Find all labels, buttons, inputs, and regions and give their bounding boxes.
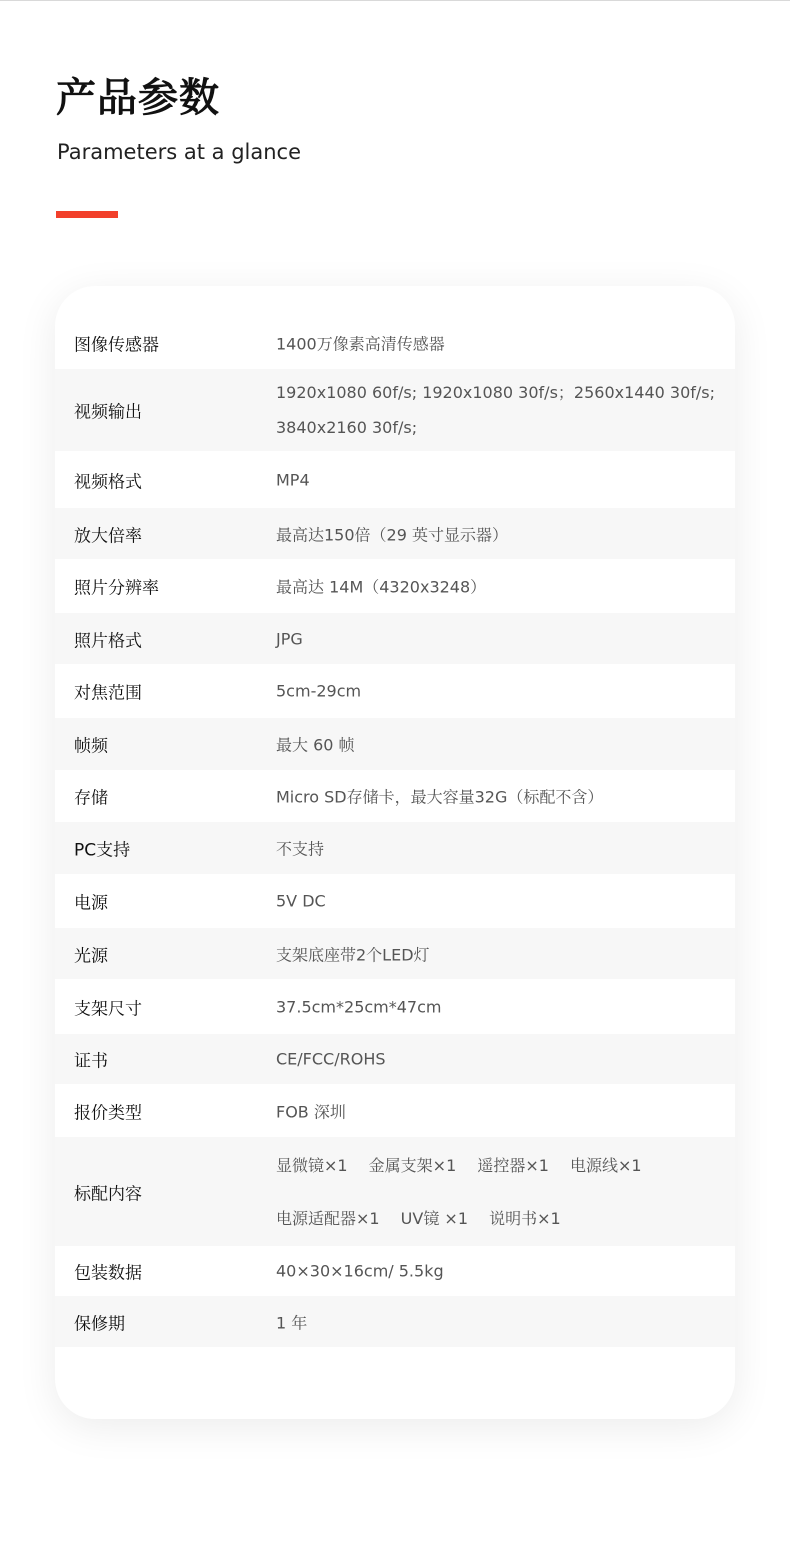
spec-value: 40×30×16cm/ 5.5kg [276, 1261, 444, 1281]
spec-value: CE/FCC/ROHS [276, 1049, 386, 1069]
spec-value-line: 1920x1080 60f/s; 1920x1080 30f/s；2560x1440 30f/s; [276, 383, 716, 402]
spec-value: MP4 [276, 470, 310, 489]
spec-row [55, 1296, 735, 1347]
spec-row [55, 508, 735, 559]
spec-row [55, 1137, 735, 1246]
spec-value: 1 年 [276, 1313, 308, 1332]
spec-row [55, 928, 735, 979]
spec-row [55, 559, 735, 613]
spec-row [55, 316, 735, 369]
spec-label: 帧频 [74, 736, 108, 757]
spec-value-line: 3840x2160 30f/s; [276, 418, 418, 437]
spec-label: 存储 [74, 788, 108, 809]
page-subtitle: Parameters at a glance [57, 140, 302, 164]
spec-label: 图像传感器 [74, 335, 159, 355]
spec-value-line: 显微镜×1 金属支架×1 遥控器×1 电源线×1 [276, 1155, 642, 1175]
spec-value [276, 1139, 642, 1245]
spec-row [55, 451, 735, 508]
spec-value: 最高达 14M（4320x3248） [276, 577, 487, 597]
spec-row [55, 822, 735, 874]
spec-label: 对焦范围 [74, 683, 142, 704]
spec-row [55, 1246, 735, 1296]
spec-label: 电源 [74, 893, 108, 914]
spec-value: 37.5cm*25cm*47cm [276, 997, 442, 1016]
spec-label: 光源 [74, 946, 108, 966]
spec-row [55, 770, 735, 822]
spec-label: 视频格式 [74, 472, 142, 492]
spec-label: 证书 [74, 1051, 108, 1072]
spec-value-line: 电源适配器×1 UV镜 ×1 说明书×1 [276, 1208, 561, 1228]
spec-value: 支架底座带2个LED灯 [276, 945, 430, 964]
page-title: 产品参数 [56, 75, 220, 121]
spec-value: 1400万像素高清传感器 [276, 334, 445, 353]
spec-row [55, 613, 735, 664]
spec-label: 报价类型 [74, 1103, 142, 1123]
spec-value [276, 375, 715, 445]
spec-row [55, 874, 735, 928]
spec-row [55, 1034, 735, 1084]
spec-label: 保修期 [74, 1314, 125, 1334]
spec-value: 不支持 [276, 839, 325, 859]
spec-value: 最高达150倍（29 英寸显示器） [276, 525, 508, 544]
spec-label: 照片格式 [74, 631, 142, 651]
spec-card [55, 286, 735, 1419]
spec-value: Micro SD存储卡，最大容量32G（标配不含） [276, 787, 604, 807]
top-divider [0, 0, 790, 1]
spec-label: 视频输出 [74, 402, 142, 423]
accent-bar [56, 211, 118, 218]
spec-label: PC支持 [74, 840, 131, 861]
spec-label: 包装数据 [74, 1263, 142, 1284]
spec-label: 照片分辨率 [74, 578, 159, 599]
spec-row [55, 979, 735, 1034]
spec-label: 放大倍率 [74, 526, 142, 546]
spec-value: 5cm-29cm [276, 681, 362, 701]
spec-row [55, 1084, 735, 1137]
spec-value: 最大 60 帧 [276, 735, 355, 755]
spec-row [55, 718, 735, 770]
spec-label: 支架尺寸 [74, 999, 142, 1019]
spec-row [55, 664, 735, 718]
spec-value: 5V DC [276, 891, 326, 911]
spec-value: JPG [276, 629, 303, 648]
spec-table [55, 316, 735, 1347]
spec-value: FOB 深圳 [276, 1102, 346, 1121]
spec-label: 标配内容 [74, 1184, 142, 1204]
spec-row [55, 369, 735, 451]
